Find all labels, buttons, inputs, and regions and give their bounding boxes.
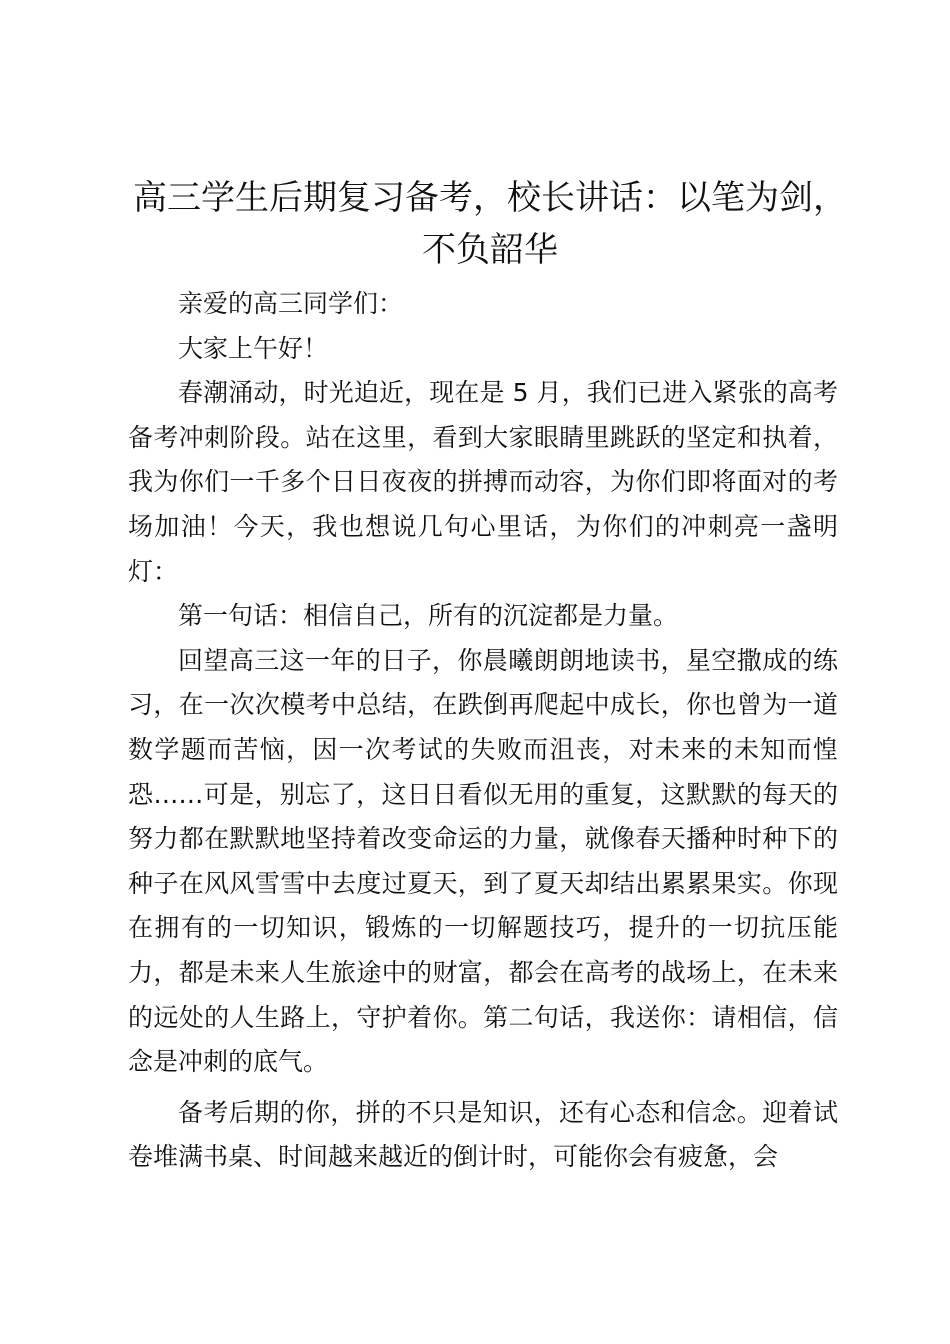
salutation: 亲爱的高三同学们： [178, 289, 404, 318]
document-body [128, 282, 838, 1180]
title-line-2: 不负韶华 [422, 230, 558, 270]
paragraph-3: 回望高三这一年的日子，你晨曦朗朗地读书，星空撒成的练习，在一次次模考中总结，在跌倒再爬起中成长，你也曾为一道数学题而苦恼，因一次考试的失败而沮丧，对未来的未知而惶恐……可是，别忘了，这日日看似无用的重复，这默默的每天的努力都在默默地坚持着改变命运的力量，就像春天播种时种下的种子在风风雪雪中去度过夏天，到了夏天却结出累累果实。你现在拥有的一切知识，锻炼的一切解题技巧，提升的一切抗压能力，都是未来人生旅途中的财富，都会在高考的战场上，在未来的远处的人生路上，守护着你。第二句话，我送你：请相信，信念是冲刺的底气。 [128, 645, 838, 1077]
greeting: 大家上午好！ [178, 333, 329, 363]
paragraph-1: 春潮涌动，时光迫近，现在是 5 月，我们已进入紧张的高考备考冲刺阶段。站在这里，看到大家眼睛里跳跃的坚定和执着，我为你们一千多个日日夜夜的拼搏而动容，为你们即将面对的考场加油！今天，我也想说几句心里话，为你们的冲刺亮一盏明灯： [128, 378, 838, 586]
title-line-1: 高三学生后期复习备考，校长讲话：以笔为剑， [133, 178, 847, 218]
paragraph-4: 备考后期的你，拼的不只是知识，还有心态和信念。迎着试卷堆满书桌、时间越来越近的倒计时，可能你会有疲惫，会 [128, 1097, 838, 1172]
paragraph-2: 第一句话：相信自己，所有的沉淀都是力量。 [178, 601, 679, 631]
document-title [110, 172, 870, 276]
